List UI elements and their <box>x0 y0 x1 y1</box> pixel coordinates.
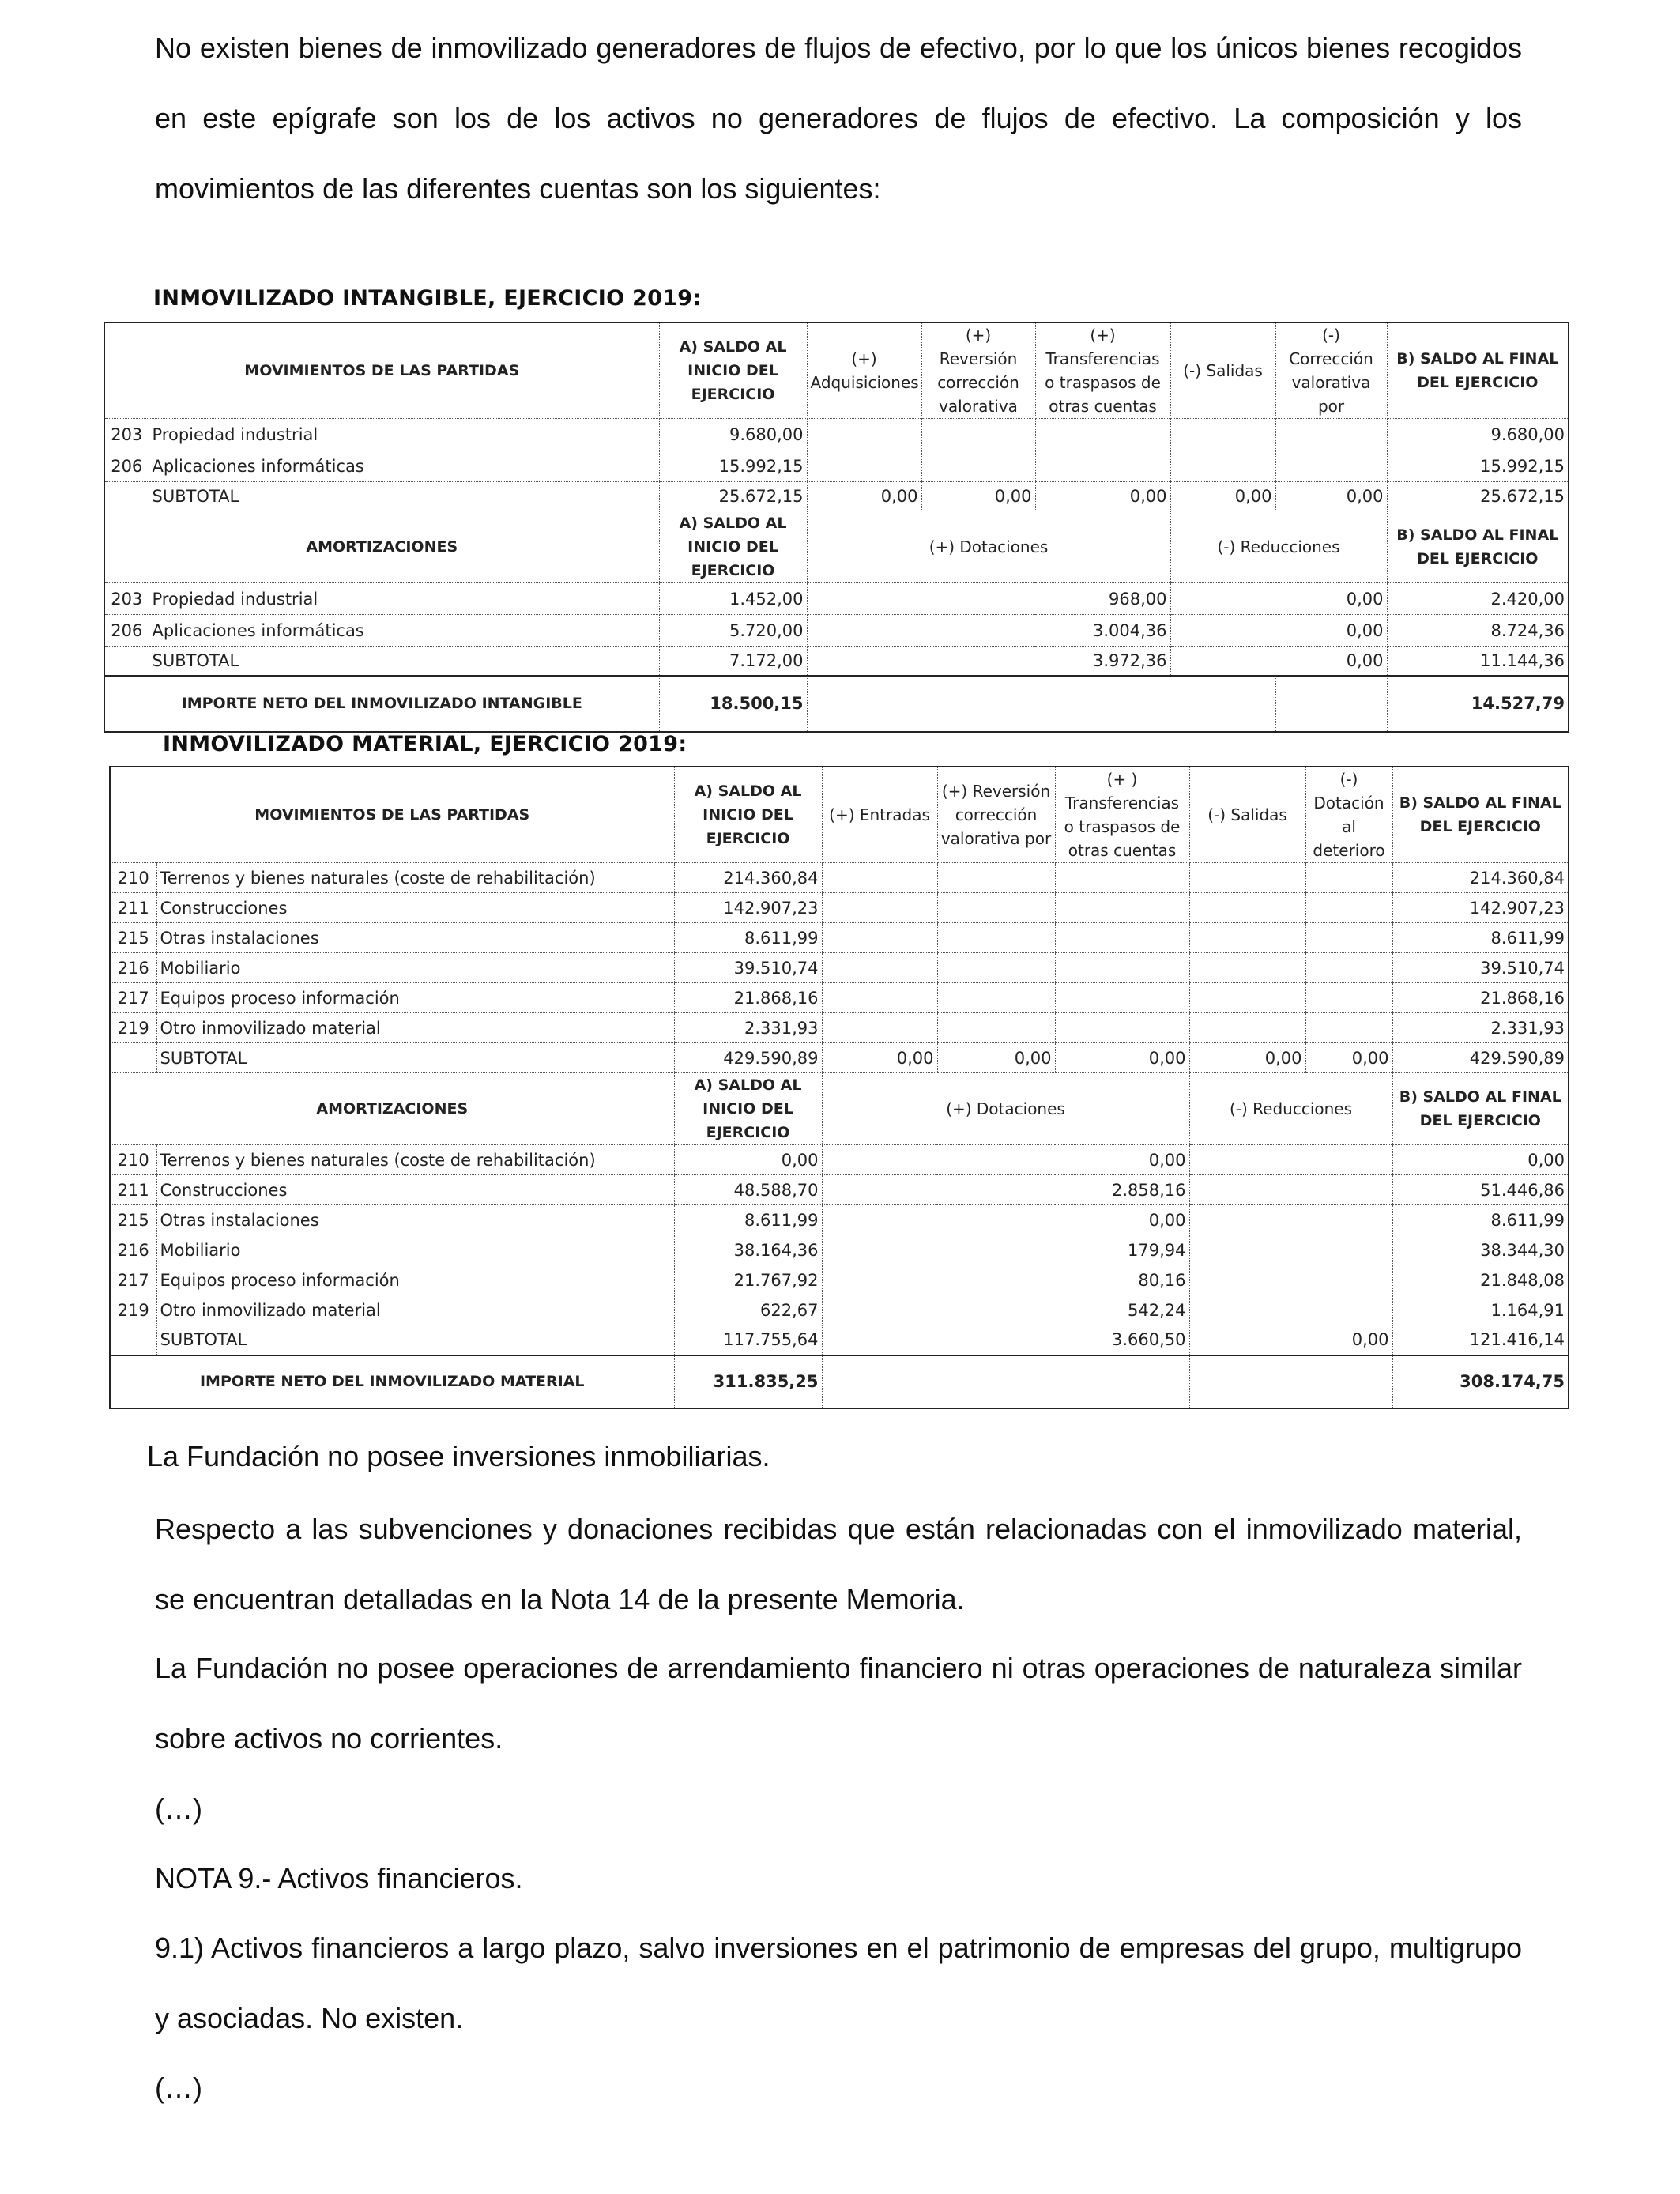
neto-label: IMPORTE NETO DEL INMOVILIZADO MATERIAL <box>110 1355 674 1408</box>
subtotal-label: SUBTOTAL <box>149 482 659 511</box>
account-name: Propiedad industrial <box>149 583 659 615</box>
table-row <box>110 923 1569 953</box>
reducciones-value <box>1189 1235 1392 1265</box>
subtotal-entradas: 0,00 <box>822 1043 937 1073</box>
account-name: Mobiliario <box>156 953 674 983</box>
account-name: Equipos proceso información <box>156 983 674 1013</box>
text-subvenciones: Respecto a las subvenciones y donaciones recibidas que están relacionadas con el inmovilizado material, se encuentran detalladas en la Nota 14 de la presente Memoria. <box>155 1513 1522 1615</box>
account-code: 216 <box>110 1235 156 1265</box>
saldo-final-value: 21.848,08 <box>1392 1265 1569 1295</box>
saldo-final-value: 38.344,30 <box>1392 1235 1569 1265</box>
account-name: Equipos proceso información <box>156 1265 674 1295</box>
table-row <box>110 1175 1569 1205</box>
account-code: 211 <box>110 1175 156 1205</box>
account-name: Construcciones <box>156 1175 674 1205</box>
subtotal-row <box>110 1043 1569 1073</box>
account-code: 210 <box>110 1145 156 1175</box>
account-code: 219 <box>110 1013 156 1043</box>
account-code: 211 <box>110 893 156 923</box>
subtotal-label: SUBTOTAL <box>149 647 659 676</box>
saldo-final-value: 9.680,00 <box>1387 419 1569 450</box>
subtotal-adquisiciones: 0,00 <box>807 482 921 511</box>
saldo-inicio-value: 39.510,74 <box>674 953 822 983</box>
intangible-header-correccion: (-) Corrección valorativa por <box>1275 322 1387 419</box>
subtotal-correccion: 0,00 <box>1275 482 1387 511</box>
table-row <box>104 419 1569 450</box>
subtotal-inicio: 117.755,64 <box>674 1325 822 1355</box>
account-code: 203 <box>104 419 149 450</box>
table-row <box>110 1145 1569 1175</box>
intangible-header-salidas: (-) Salidas <box>1170 322 1275 419</box>
intangible-amort-header: AMORTIZACIONES <box>104 511 659 583</box>
neto-row <box>104 676 1569 732</box>
saldo-inicio-value: 2.331,93 <box>674 1013 822 1043</box>
intangible-caption: INMOVILIZADO INTANGIBLE, EJERCICIO 2019: <box>153 286 702 311</box>
saldo-final-value: 8.611,99 <box>1392 1205 1569 1235</box>
saldo-final-value: 8.724,36 <box>1387 615 1569 647</box>
saldo-inicio-value: 8.611,99 <box>674 923 822 953</box>
dotaciones-value: 179,94 <box>822 1235 1189 1265</box>
account-code: 217 <box>110 1265 156 1295</box>
intangible-amort-saldo-inicio: A) SALDO AL INICIO DEL EJERCICIO <box>659 511 807 583</box>
saldo-final-value: 8.611,99 <box>1392 923 1569 953</box>
saldo-inicio-value: 15.992,15 <box>659 450 807 482</box>
saldo-final-value: 0,00 <box>1392 1145 1569 1175</box>
dotaciones-value: 968,00 <box>807 583 1170 615</box>
saldo-final-value: 2.420,00 <box>1387 583 1569 615</box>
dotaciones-value: 0,00 <box>822 1145 1189 1175</box>
reducciones-value <box>1189 1295 1392 1325</box>
material-table <box>109 766 1569 1409</box>
material-amort-saldo-final: B) SALDO AL FINAL DEL EJERCICIO <box>1392 1073 1569 1145</box>
saldo-inicio-value: 48.588,70 <box>674 1175 822 1205</box>
material-caption: INMOVILIZADO MATERIAL, EJERCICIO 2019: <box>163 732 687 756</box>
saldo-inicio-value: 21.868,16 <box>674 983 822 1013</box>
intangible-amort-dotaciones: (+) Dotaciones <box>807 511 1170 583</box>
subtotal-dotaciones: 3.660,50 <box>822 1325 1189 1355</box>
subtotal-row <box>110 1325 1569 1355</box>
account-name: Otro inmovilizado material <box>156 1013 674 1043</box>
account-code: 206 <box>104 615 149 647</box>
table-row <box>110 1013 1569 1043</box>
material-header-entradas: (+) Entradas <box>822 767 937 863</box>
neto-label: IMPORTE NETO DEL INMOVILIZADO INTANGIBLE <box>104 676 659 732</box>
intangible-table <box>104 322 1569 733</box>
account-code: 206 <box>104 450 149 482</box>
account-code: 216 <box>110 953 156 983</box>
neto-inicio: 311.835,25 <box>674 1355 822 1408</box>
material-amort-saldo-inicio: A) SALDO AL INICIO DEL EJERCICIO <box>674 1073 822 1145</box>
subtotal-label: SUBTOTAL <box>156 1043 674 1073</box>
account-code: 203 <box>104 583 149 615</box>
account-name: Otras instalaciones <box>156 923 674 953</box>
saldo-final-value: 21.868,16 <box>1392 983 1569 1013</box>
neto-final: 14.527,79 <box>1387 676 1569 732</box>
material-header-saldo-final: B) SALDO AL FINAL DEL EJERCICIO <box>1392 767 1569 863</box>
intangible-header-reversion: (+) Reversión corrección valorativa <box>921 322 1035 419</box>
table-row <box>110 893 1569 923</box>
reducciones-value <box>1189 1175 1392 1205</box>
intangible-header-movimientos: MOVIMIENTOS DE LAS PARTIDAS <box>104 322 659 419</box>
account-name: Construcciones <box>156 893 674 923</box>
ellipsis-1: (…) <box>155 1793 202 1825</box>
reducciones-value <box>1189 1205 1392 1235</box>
saldo-final-value: 1.164,91 <box>1392 1295 1569 1325</box>
subtotal-transferencias: 0,00 <box>1035 482 1170 511</box>
account-name: Aplicaciones informáticas <box>149 615 659 647</box>
dotaciones-value: 542,24 <box>822 1295 1189 1325</box>
neto-final: 308.174,75 <box>1392 1355 1569 1408</box>
account-code: 219 <box>110 1295 156 1325</box>
subtotal-dotacion: 0,00 <box>1305 1043 1392 1073</box>
neto-inicio: 18.500,15 <box>659 676 807 732</box>
saldo-inicio-value: 214.360,84 <box>674 863 822 893</box>
table-row <box>110 1235 1569 1265</box>
subtotal-row <box>104 647 1569 676</box>
table-row <box>110 953 1569 983</box>
intangible-header-transferencias: (+) Transferencias o traspasos de otras cuentas <box>1035 322 1170 419</box>
saldo-inicio-value: 21.767,92 <box>674 1265 822 1295</box>
saldo-inicio-value: 5.720,00 <box>659 615 807 647</box>
account-name: Otras instalaciones <box>156 1205 674 1235</box>
text-arrendamiento: La Fundación no posee operaciones de arrendamiento financiero ni otras operaciones de naturaleza similar sobre activos no corrientes. <box>155 1652 1522 1755</box>
table-row <box>104 450 1569 482</box>
account-name: Mobiliario <box>156 1235 674 1265</box>
intangible-header-adquisiciones: (+) Adquisiciones <box>807 322 921 419</box>
saldo-final-value: 142.907,23 <box>1392 893 1569 923</box>
material-header-salidas: (-) Salidas <box>1189 767 1305 863</box>
subtotal-reversion: 0,00 <box>921 482 1035 511</box>
saldo-inicio-value: 38.164,36 <box>674 1235 822 1265</box>
subtotal-label: SUBTOTAL <box>156 1325 674 1355</box>
subtotal-final: 121.416,14 <box>1392 1325 1569 1355</box>
account-name: Terrenos y bienes naturales (coste de rehabilitación) <box>156 863 674 893</box>
nota9-1-text: 9.1) Activos financieros a largo plazo, salvo inversiones en el patrimonio de empresas del grupo, multigrupo y asociadas. No existen. <box>155 1932 1522 2034</box>
reducciones-value <box>1189 1265 1392 1295</box>
subtotal-final: 11.144,36 <box>1387 647 1569 676</box>
subtotal-reversion: 0,00 <box>937 1043 1055 1073</box>
subtotal-transferencias: 0,00 <box>1055 1043 1189 1073</box>
subtotal-inicio: 7.172,00 <box>659 647 807 676</box>
subtotal-final: 25.672,15 <box>1387 482 1569 511</box>
table-row <box>110 863 1569 893</box>
account-name: Aplicaciones informáticas <box>149 450 659 482</box>
account-code: 215 <box>110 1205 156 1235</box>
intangible-amort-reducciones: (-) Reducciones <box>1170 511 1387 583</box>
subtotal-row <box>104 482 1569 511</box>
table-row <box>110 1265 1569 1295</box>
saldo-final-value: 2.331,93 <box>1392 1013 1569 1043</box>
subtotal-dotaciones: 3.972,36 <box>807 647 1170 676</box>
saldo-inicio-value: 9.680,00 <box>659 419 807 450</box>
reducciones-value: 0,00 <box>1170 583 1387 615</box>
subtotal-salidas: 0,00 <box>1170 482 1275 511</box>
intangible-header-saldo-inicio: A) SALDO AL INICIO DEL EJERCICIO <box>659 322 807 419</box>
table-row <box>104 615 1569 647</box>
material-header-saldo-inicio: A) SALDO AL INICIO DEL EJERCICIO <box>674 767 822 863</box>
saldo-final-value: 15.992,15 <box>1387 450 1569 482</box>
reducciones-value <box>1189 1145 1392 1175</box>
saldo-inicio-value: 1.452,00 <box>659 583 807 615</box>
nota9-title: NOTA 9.- Activos financieros. <box>155 1862 523 1894</box>
account-name: Otro inmovilizado material <box>156 1295 674 1325</box>
intro-paragraph: No existen bienes de inmovilizado generadores de flujos de efectivo, por lo que los únicos bienes recogidos en este epígrafe son los de los activos no generadores de flujos de efectivo. La composición y los movimientos de las diferentes cuentas son los siguientes: <box>155 32 1522 205</box>
intangible-amort-saldo-final: B) SALDO AL FINAL DEL EJERCICIO <box>1387 511 1569 583</box>
dotaciones-value: 80,16 <box>822 1265 1189 1295</box>
dotaciones-value: 3.004,36 <box>807 615 1170 647</box>
intangible-header-saldo-final: B) SALDO AL FINAL DEL EJERCICIO <box>1387 322 1569 419</box>
account-code: 215 <box>110 923 156 953</box>
dotaciones-value: 2.858,16 <box>822 1175 1189 1205</box>
subtotal-inicio: 25.672,15 <box>659 482 807 511</box>
material-amort-reducciones: (-) Reducciones <box>1189 1073 1392 1145</box>
table-row <box>110 983 1569 1013</box>
material-header-movimientos: MOVIMIENTOS DE LAS PARTIDAS <box>110 767 674 863</box>
ellipsis-2: (…) <box>155 2071 202 2104</box>
saldo-final-value: 51.446,86 <box>1392 1175 1569 1205</box>
reducciones-value: 0,00 <box>1170 615 1387 647</box>
table-row <box>104 583 1569 615</box>
saldo-inicio-value: 622,67 <box>674 1295 822 1325</box>
account-code: 210 <box>110 863 156 893</box>
subtotal-inicio: 429.590,89 <box>674 1043 822 1073</box>
text-inversiones: La Fundación no posee inversiones inmobiliarias. <box>147 1440 770 1472</box>
account-name: Terrenos y bienes naturales (coste de rehabilitación) <box>156 1145 674 1175</box>
subtotal-reducciones: 0,00 <box>1189 1325 1392 1355</box>
subtotal-final: 429.590,89 <box>1392 1043 1569 1073</box>
material-header-dotacion: (-) Dotación al deterioro <box>1305 767 1392 863</box>
saldo-inicio-value: 0,00 <box>674 1145 822 1175</box>
neto-row <box>110 1355 1569 1408</box>
material-header-transferencias: (+ ) Transferencias o traspasos de otras cuentas <box>1055 767 1189 863</box>
subtotal-salidas: 0,00 <box>1189 1043 1305 1073</box>
dotaciones-value: 0,00 <box>822 1205 1189 1235</box>
saldo-final-value: 39.510,74 <box>1392 953 1569 983</box>
account-name: Propiedad industrial <box>149 419 659 450</box>
table-row <box>110 1205 1569 1235</box>
subtotal-reducciones: 0,00 <box>1170 647 1387 676</box>
saldo-inicio-value: 8.611,99 <box>674 1205 822 1235</box>
saldo-inicio-value: 142.907,23 <box>674 893 822 923</box>
material-amort-header: AMORTIZACIONES <box>110 1073 674 1145</box>
material-header-reversion: (+) Reversión corrección valorativa por <box>937 767 1055 863</box>
table-row <box>110 1295 1569 1325</box>
account-code: 217 <box>110 983 156 1013</box>
material-amort-dotaciones: (+) Dotaciones <box>822 1073 1189 1145</box>
saldo-final-value: 214.360,84 <box>1392 863 1569 893</box>
